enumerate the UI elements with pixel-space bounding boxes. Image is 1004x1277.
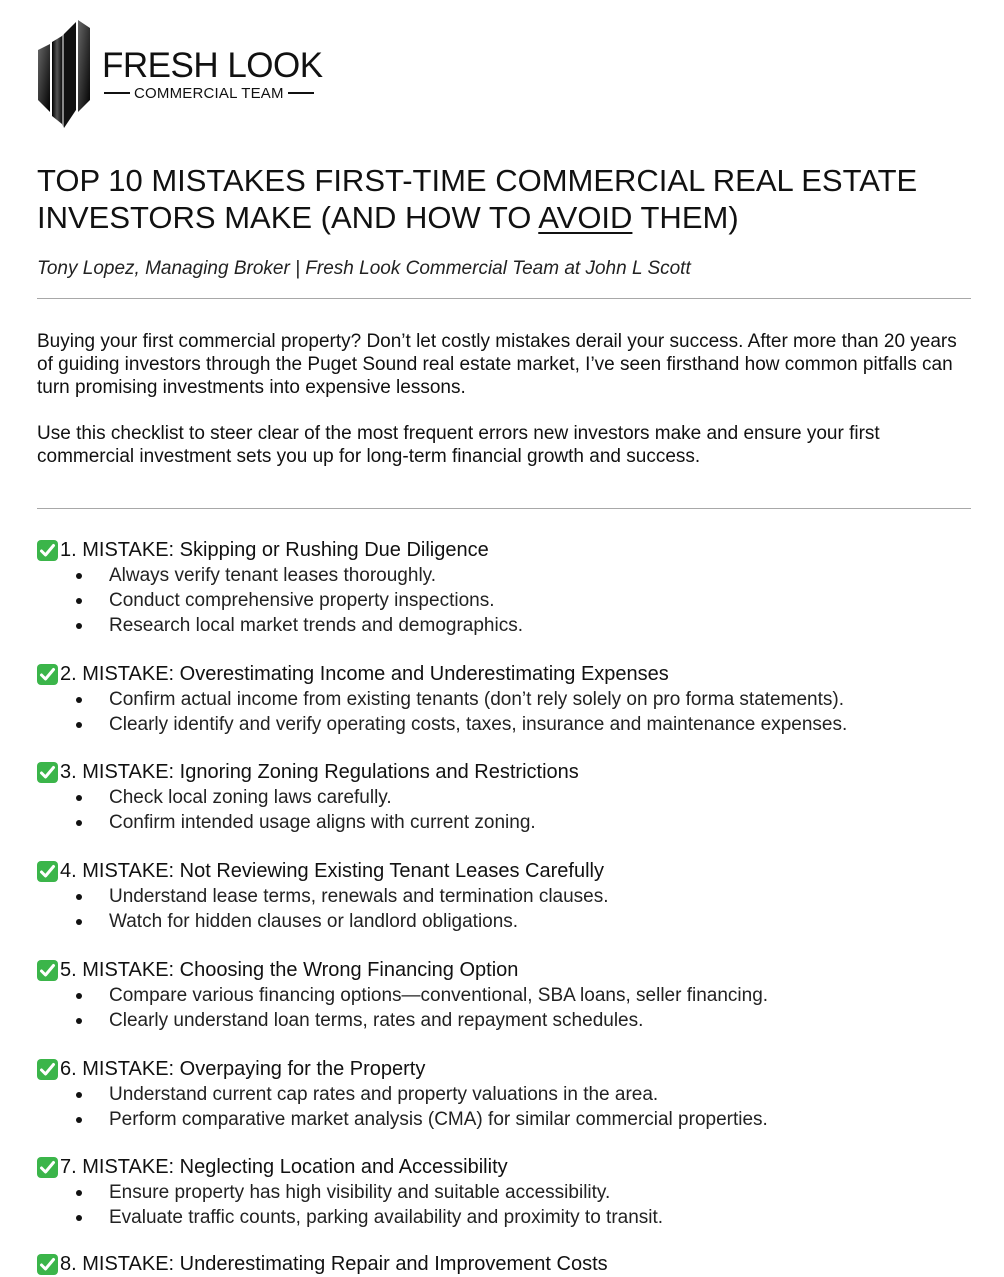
list-item	[37, 884, 977, 909]
bullet-dot-icon	[76, 1190, 82, 1196]
bullet-dot-icon	[76, 722, 82, 728]
divider-top	[37, 298, 971, 299]
bullet-dot-icon	[76, 1117, 82, 1123]
byline: Tony Lopez, Managing Broker | Fresh Look Commercial Team at John L Scott	[37, 258, 691, 279]
document-title	[37, 162, 977, 236]
mistake-heading: 8. MISTAKE: Underestimating Repair and Improvement Costs	[60, 1252, 608, 1275]
list-item	[37, 1107, 977, 1132]
bullet-dot-icon	[76, 598, 82, 604]
list-item-text: Compare various financing options—conventional, SBA loans, seller financing.	[109, 985, 769, 1006]
list-item-text: Understand current cap rates and property valuations in the area.	[109, 1084, 659, 1105]
mistake-heading: 7. MISTAKE: Neglecting Location and Accessibility	[60, 1155, 508, 1178]
list-item-text: Always verify tenant leases thoroughly.	[109, 565, 437, 586]
list-item	[37, 563, 977, 588]
list-item	[37, 909, 977, 934]
mistake-heading-row	[37, 1251, 977, 1277]
list-item	[37, 1008, 977, 1033]
list-item	[37, 785, 977, 810]
check-mark-button-icon	[37, 1157, 58, 1178]
list-item-text: Understand lease terms, renewals and termination clauses.	[109, 886, 609, 907]
mistake-section	[37, 957, 977, 1033]
list-item	[37, 1180, 977, 1205]
mistake-section	[37, 661, 977, 737]
list-item-text: Perform comparative market analysis (CMA) for similar commercial properties.	[109, 1109, 768, 1130]
bullet-dot-icon	[76, 820, 82, 826]
bullet-dot-icon	[76, 894, 82, 900]
fresh-look-logo	[36, 20, 336, 132]
divider-middle	[37, 508, 971, 509]
list-item	[37, 588, 977, 613]
mistake-bullet-list	[37, 1082, 977, 1132]
list-item	[37, 810, 977, 835]
mistake-section	[37, 858, 977, 934]
list-item	[37, 712, 977, 737]
list-item-text: Evaluate traffic counts, parking availability and proximity to transit.	[109, 1207, 664, 1228]
mistake-section	[37, 1154, 977, 1230]
mistake-heading-row	[37, 957, 977, 983]
title-line-1: TOP 10 MISTAKES FIRST-TIME COMMERCIAL REAL ESTATE	[37, 163, 918, 198]
list-item-text: Confirm actual income from existing tenants (don’t rely solely on pro forma statements).	[109, 689, 844, 710]
mistake-heading: 2. MISTAKE: Overestimating Income and Underestimating Expenses	[60, 662, 669, 685]
list-item	[37, 613, 977, 638]
check-mark-button-icon	[37, 960, 58, 981]
check-mark-button-icon	[37, 861, 58, 882]
mistake-bullet-list	[37, 687, 977, 737]
title-line-2-end: THEM)	[632, 200, 739, 235]
list-item-text: Clearly identify and verify operating costs, taxes, insurance and maintenance expenses.	[109, 714, 848, 735]
mistake-bullet-list	[37, 563, 977, 638]
check-mark-button-icon	[37, 664, 58, 685]
bullet-dot-icon	[76, 993, 82, 999]
bullet-dot-icon	[76, 1018, 82, 1024]
mistake-heading-row	[37, 661, 977, 687]
list-item	[37, 983, 977, 1008]
logo-rule-right	[288, 92, 314, 94]
bullet-dot-icon	[76, 1092, 82, 1098]
check-mark-button-icon	[37, 1254, 58, 1275]
bullet-dot-icon	[76, 697, 82, 703]
mistake-bullet-list	[37, 785, 977, 835]
check-mark-button-icon	[37, 1059, 58, 1080]
mistake-heading: 4. MISTAKE: Not Reviewing Existing Tenant Leases Carefully	[60, 859, 604, 882]
mistake-section	[37, 537, 977, 638]
title-line-2-start: INVESTORS MAKE (AND HOW TO	[37, 200, 539, 235]
logo-title: FRESH LOOK	[102, 46, 323, 85]
list-item-text: Ensure property has high visibility and suitable accessibility.	[109, 1182, 611, 1203]
logo-subtitle-row	[104, 84, 324, 102]
list-item	[37, 687, 977, 712]
mistake-heading: 5. MISTAKE: Choosing the Wrong Financing Option	[60, 958, 519, 981]
mistake-heading-row	[37, 537, 977, 563]
check-mark-button-icon	[37, 540, 58, 561]
list-item-text: Check local zoning laws carefully.	[109, 787, 392, 808]
mistake-heading: 1. MISTAKE: Skipping or Rushing Due Diligence	[60, 538, 489, 561]
list-item	[37, 1082, 977, 1107]
logo-rule-left	[104, 92, 130, 94]
mistake-section	[37, 1056, 977, 1132]
mistake-bullet-list	[37, 983, 977, 1033]
list-item-text: Confirm intended usage aligns with current zoning.	[109, 812, 536, 833]
mistake-heading-row	[37, 1154, 977, 1180]
check-mark-button-icon	[37, 762, 58, 783]
mistake-bullet-list	[37, 1180, 977, 1230]
list-item-text: Clearly understand loan terms, rates and repayment schedules.	[109, 1010, 644, 1031]
logo-subtitle: COMMERCIAL TEAM	[134, 84, 284, 102]
title-underlined-word: AVOID	[538, 200, 633, 235]
list-item-text: Research local market trends and demographics.	[109, 615, 523, 636]
mistake-heading-row	[37, 858, 977, 884]
list-item	[37, 1205, 977, 1230]
mistake-section	[37, 759, 977, 835]
bullet-dot-icon	[76, 623, 82, 629]
bullet-dot-icon	[76, 573, 82, 579]
mistake-heading: 3. MISTAKE: Ignoring Zoning Regulations and Restrictions	[60, 760, 579, 783]
mistake-heading-row	[37, 1056, 977, 1082]
mistake-bullet-list	[37, 884, 977, 934]
list-item-text: Watch for hidden clauses or landlord obligations.	[109, 911, 519, 932]
mistake-heading: 6. MISTAKE: Overpaying for the Property	[60, 1057, 426, 1080]
bullet-dot-icon	[76, 795, 82, 801]
bullet-dot-icon	[76, 919, 82, 925]
mistake-section	[37, 1251, 977, 1277]
mistake-heading-row	[37, 759, 977, 785]
intro-paragraph-1: Buying your first commercial property? Don’t let costly mistakes derail your success. After more than 20 years of guiding investors through the Puget Sound real estate market, I’ve seen firsthand how common pitfalls can turn promising investments into expensive lessons.	[37, 331, 957, 398]
list-item-text: Conduct comprehensive property inspections.	[109, 590, 495, 611]
bullet-dot-icon	[76, 1215, 82, 1221]
intro-paragraph-2: Use this checklist to steer clear of the most frequent errors new investors make and ensure your first commercial investment sets you up for long-term financial growth and success.	[37, 423, 880, 467]
logo-mark-icon	[36, 20, 92, 132]
